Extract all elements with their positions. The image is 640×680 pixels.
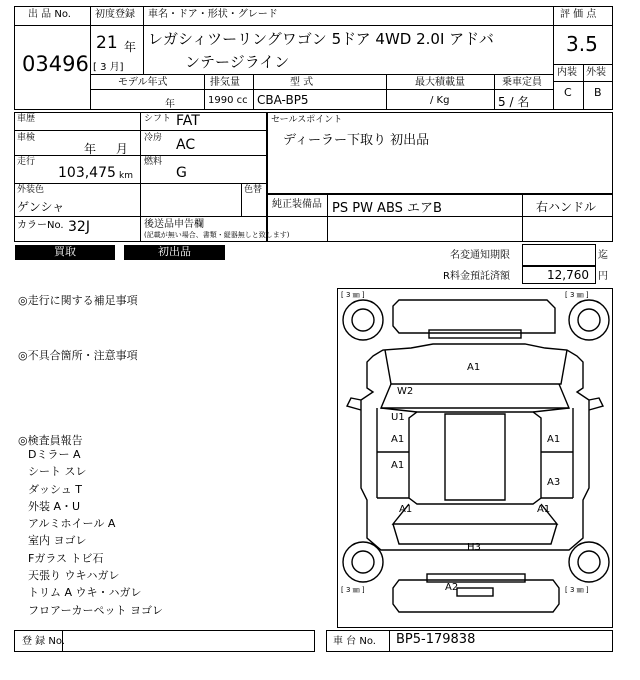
displacement: 1990 cc [208,95,248,106]
reg-month: [ 3 月] [93,62,124,73]
mark-right-front-door: A1 [547,434,561,445]
list-item: フロアーカーペット ヨゴレ [28,603,163,617]
aftermarket-label: 後送品申告欄 [144,219,204,230]
defects-title: ◎不具合箇所・注意事項 [18,349,138,362]
mark-right-rear-quarter: A1 [537,504,551,515]
notice-unit: 迄 [598,250,608,261]
recycle-unit: 円 [598,271,608,282]
model-year-unit: 年 [165,99,175,110]
first-listing-badge: 初出品 [124,245,225,260]
ext-color: ゲンシャ [17,200,65,214]
max-load: / Kg [430,95,450,106]
list-item: トリム A ウキ・ハガレ [28,586,142,600]
ac-label: 冷房 [144,133,163,143]
ac: AC [176,137,196,153]
inspection-label: 車検 [17,133,36,143]
sales-point-text: ディーラー下取り 初出品 [283,133,430,148]
model-year-label: モデル年式 [118,77,168,88]
list-item: ダッシュ T [28,482,82,496]
color-no: 32J [68,219,90,235]
model-type: CBA-BP5 [257,93,309,107]
mark-rear-bumper: A2 [445,582,459,593]
chassis-label: 車 台 No. [333,636,376,647]
car-damage-diagram [337,288,613,628]
mark-u1: U1 [391,412,405,423]
list-item: Dミラー A [28,448,81,461]
list-item: 天張り ウキハガレ [28,569,120,583]
overall-grade: 3.5 [566,32,598,56]
history-label: 車歴 [17,114,36,124]
mark-hood: A1 [467,362,481,373]
exterior-grade: B [594,86,602,99]
capacity-label: 乗車定員 [502,77,542,88]
aftermarket-note: (記載が無い場合、書類・縦器無しと致します) [144,231,290,239]
car-name-line2: ンテージライン [185,53,290,71]
car-name-line1: レガシィツーリングワゴン 5ドア 4WD 2.0I アドバ [148,30,494,48]
driving-notes-title: ◎走行に関する補足事項 [18,294,138,307]
max-load-label: 最大積載量 [415,77,465,88]
mark-w2: W2 [397,386,414,397]
color-no-label: カラーNo. [17,220,64,231]
list-item: 室内 ヨゴレ [28,534,87,548]
mileage-label: 走行 [17,157,36,167]
mileage-unit: km [119,171,133,181]
exterior-label: 外装 [586,67,606,78]
notice-box [522,244,596,266]
tire-front-left: [ 3 ㎜ ] [341,291,365,299]
interior-label: 内装 [557,67,577,78]
notice-label: 名変通知期限 [450,250,510,261]
mark-left-rear-quarter: A1 [399,504,413,515]
fuel-label: 燃料 [144,157,163,167]
recycle-amount: 12,760 [547,268,589,282]
capacity: 5 / 名 [498,95,530,109]
equipment-label: 純正装備品 [272,199,322,210]
equipment: PS PW ABS エアB [332,201,442,216]
lot-label: 出 品 No. [28,9,71,20]
shift-label: シフト [144,114,172,124]
list-item: Fガラス トビ石 [28,551,104,565]
displacement-label: 排気量 [210,77,240,88]
inspector-title: ◎検査員報告 [18,434,83,447]
ext-color-label: 外装色 [17,185,45,195]
mark-left-rear-door: A1 [391,460,405,471]
recolor-label: 色替 [244,185,263,195]
buy-badge: 買取 [15,245,115,260]
recycle-label: R料金預託済額 [443,271,510,282]
list-item: 外装 A・U [28,499,81,513]
inspection-value: 年 月 [84,142,136,156]
inspector-items [28,446,163,619]
lot-number: 03496 [22,52,89,76]
interior-grade: C [564,86,572,99]
mark-rear-gate: H3 [467,542,481,553]
list-item: アルミホイール A [28,517,116,531]
mark-left-front-door: A1 [391,434,405,445]
tire-rear-right: [ 3 ㎜ ] [565,586,589,594]
reg-year-unit: 年 [124,40,137,54]
tire-front-right: [ 3 ㎜ ] [565,291,589,299]
first-reg-label: 初度登録 [95,9,135,20]
type-label: 型 式 [290,77,314,88]
mileage: 103,475 [58,165,116,181]
sales-point-label: セールスポイント [271,115,343,125]
steering: 右ハンドル [536,200,597,214]
grade-label: 評 価 点 [560,9,597,20]
shift: FAT [176,113,200,129]
list-item: シート スレ [28,465,87,479]
car-name-label: 車名・ドア・形状・グレード [148,9,278,20]
registration-label: 登 録 No. [22,636,65,647]
reg-year: 21 [96,33,118,53]
mark-right-rear: A3 [547,477,561,488]
fuel: G [176,165,187,181]
chassis-number: BP5-179838 [396,632,476,647]
tire-rear-left: [ 3 ㎜ ] [341,586,365,594]
